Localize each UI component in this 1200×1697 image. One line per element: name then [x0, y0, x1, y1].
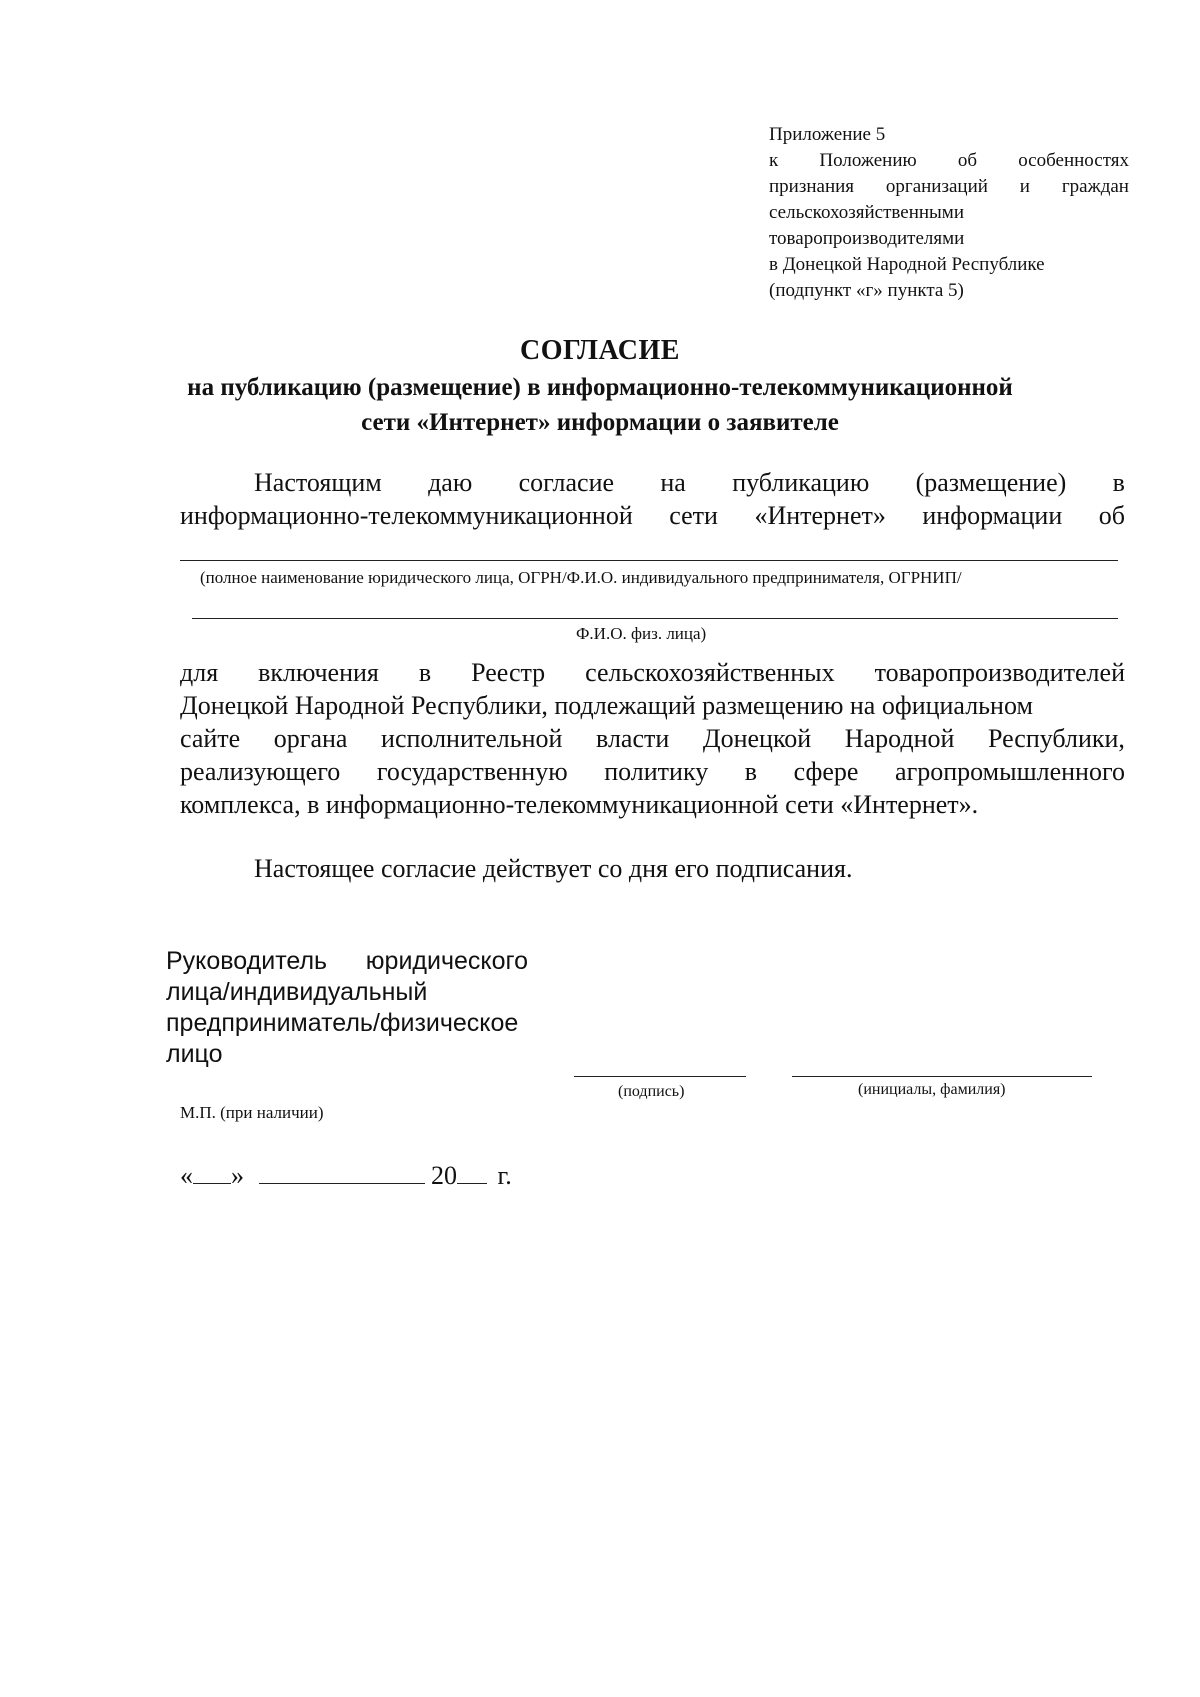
validity-statement: Настоящее согласие действует со дня его подписания.	[254, 854, 853, 883]
signatory-title	[166, 946, 528, 1070]
signatory-line-3: предприниматель/физическое	[166, 1009, 519, 1037]
year-blank[interactable]	[457, 1161, 487, 1184]
body-line-3: сайте органа исполнительной власти Донецкой Народной Республики,	[180, 724, 1125, 753]
subtitle-line-1: на публикацию (размещение) в информационно-телекоммуникационной	[187, 374, 1013, 401]
body-line-2: Донецкой Народной Республики, подлежащий размещению на официальном	[180, 691, 1033, 720]
applicant-caption-2: Ф.И.О. физ. лица)	[576, 624, 707, 643]
signatory-line-2: лица/индивидуальный	[166, 978, 428, 1006]
month-blank[interactable]	[259, 1161, 425, 1184]
applicant-caption-1: (полное наименование юридического лица, ОГРН/Ф.И.О. индивидуального предпринимателя, ОГРНИП/	[200, 568, 962, 587]
signatory-line-4: лицо	[166, 1040, 223, 1068]
name-line[interactable]	[792, 1076, 1092, 1077]
year-prefix: 20	[431, 1161, 457, 1190]
day-blank[interactable]	[193, 1161, 231, 1184]
body-line-1: для включения в Реестр сельскохозяйственных товаропроизводителей	[180, 658, 1125, 687]
applicant-name-line-2[interactable]	[192, 618, 1118, 619]
year-suffix: г.	[497, 1161, 512, 1190]
body-paragraph	[180, 656, 1125, 821]
name-caption: (инициалы, фамилия)	[858, 1081, 1006, 1098]
signature-caption: (подпись)	[618, 1083, 685, 1100]
subtitle-line-2: сети «Интернет» информации о заявителе	[361, 409, 839, 436]
document-subtitle	[150, 370, 1050, 440]
appendix-line-6: в Донецкой Народной Республике	[769, 254, 1045, 275]
signature-line[interactable]	[574, 1076, 746, 1077]
body-line-5: комплекса, в информационно-телекоммуникационной сети «Интернет».	[180, 790, 979, 819]
document-title: СОГЛАСИЕ	[520, 335, 680, 366]
signatory-line-1: Руководитель юридического	[166, 947, 528, 975]
intro-paragraph	[180, 466, 1125, 532]
intro-line-2: информационно-телекоммуникационной сети «Интернет» информации об	[180, 501, 1125, 530]
body-line-4: реализующего государственную политику в сфере агропромышленного	[180, 757, 1125, 786]
date-line	[180, 1160, 512, 1192]
appendix-line-3: признания организаций и граждан	[769, 176, 1129, 197]
appendix-line-2: к Положению об особенностях	[769, 150, 1129, 171]
appendix-line-5: товаропроизводителями	[769, 228, 965, 249]
appendix-line-4: сельскохозяйственными	[769, 202, 964, 223]
appendix-reference	[769, 122, 1129, 304]
seal-placeholder: М.П. (при наличии)	[180, 1103, 324, 1122]
appendix-line-7: (подпункт «г» пункта 5)	[769, 280, 964, 301]
day-open-quote: «	[180, 1161, 193, 1190]
applicant-name-line-1[interactable]	[180, 560, 1118, 561]
appendix-number: Приложение 5	[769, 124, 886, 145]
day-close-quote: »	[231, 1161, 244, 1190]
intro-line-1: Настоящим даю согласие на публикацию (размещение) в	[254, 468, 1125, 497]
